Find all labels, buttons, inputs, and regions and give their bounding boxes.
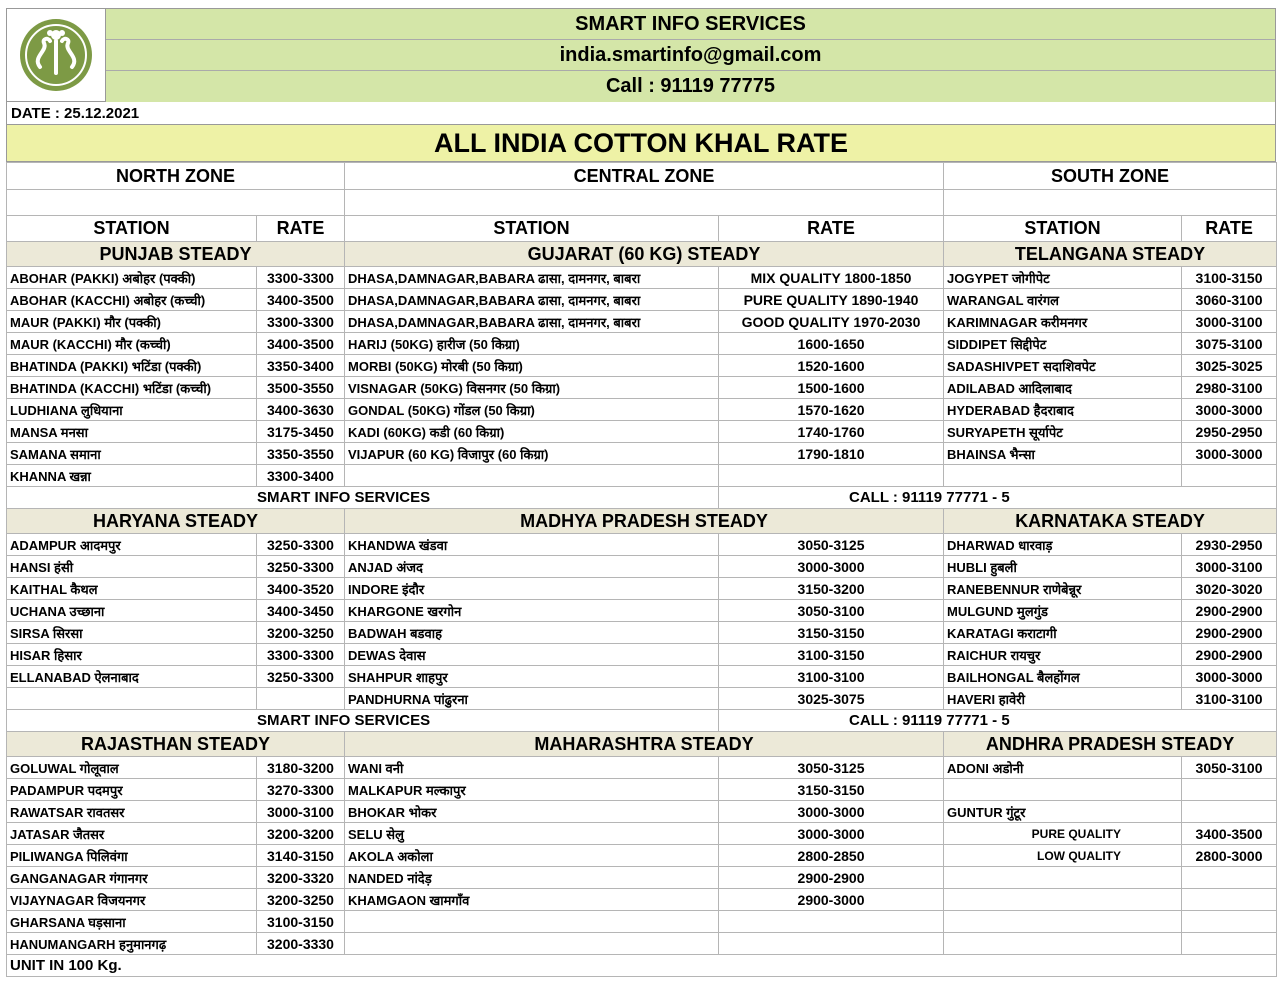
- station-cell: JATASAR जैतसर: [7, 823, 257, 845]
- rate-cell: [719, 933, 944, 955]
- station-cell: MAUR (PAKKI) मौर (पक्की): [7, 311, 257, 333]
- col-station: STATION: [345, 216, 719, 242]
- station-cell: HANSI हंसी: [7, 556, 257, 578]
- rate-cell: 3000-3000: [1182, 443, 1277, 465]
- station-cell: PANDHURNA पांढुरना: [345, 688, 719, 710]
- station-cell: KHANDWA खंडवा: [345, 534, 719, 556]
- rate-cell: [1182, 933, 1277, 955]
- col-rate: RATE: [719, 216, 944, 242]
- station-cell: [944, 465, 1182, 487]
- rate-cell: 2800-3000: [1182, 845, 1277, 867]
- table-row: [7, 845, 1277, 867]
- rate-cell: 2900-2900: [1182, 644, 1277, 666]
- rate-cell: 3300-3400: [257, 465, 345, 487]
- rate-cell: 3050-3100: [719, 600, 944, 622]
- station-cell: [944, 933, 1182, 955]
- rate-cell: 1520-1600: [719, 355, 944, 377]
- station-cell: SHAHPUR शाहपुर: [345, 666, 719, 688]
- station-cell: ADILABAD आदिलाबाद: [944, 377, 1182, 399]
- station-cell: SAMANA समाना: [7, 443, 257, 465]
- station-cell: SIDDIPET सिद्दीपेट: [944, 333, 1182, 355]
- rate-cell: 2950-2950: [1182, 421, 1277, 443]
- rate-cell: 3140-3150: [257, 845, 345, 867]
- table-row: [7, 443, 1277, 465]
- station-cell: KAITHAL कैथल: [7, 578, 257, 600]
- station-cell: KARIMNAGAR करीमनगर: [944, 311, 1182, 333]
- station-cell: ADONI अडोनी: [944, 757, 1182, 779]
- table-row: [7, 377, 1277, 399]
- station-cell: KHARGONE खरगोन: [345, 600, 719, 622]
- rate-cell: 3270-3300: [257, 779, 345, 801]
- table-row: [7, 867, 1277, 889]
- station-cell: [944, 889, 1182, 911]
- state-maharashtra: MAHARASHTRA STEADY: [345, 732, 944, 757]
- rate-cell: 3350-3400: [257, 355, 345, 377]
- table-row: [7, 779, 1277, 801]
- company-name: SMART INFO SERVICES: [106, 9, 1275, 40]
- rate-cell: 3400-3500: [1182, 823, 1277, 845]
- station-cell: [944, 779, 1182, 801]
- station-cell: RANEBENNUR राणेबेन्नूर: [944, 578, 1182, 600]
- station-cell: [944, 911, 1182, 933]
- table-row: [7, 578, 1277, 600]
- rate-cell: 2980-3100: [1182, 377, 1277, 399]
- south-zone: SOUTH ZONE: [944, 163, 1277, 190]
- station-cell: WANI वनी: [345, 757, 719, 779]
- rate-cell: 3000-3000: [719, 556, 944, 578]
- state-mp: MADHYA PRADESH STEADY: [345, 509, 944, 534]
- station-cell: MANSA मनसा: [7, 421, 257, 443]
- rate-cell: 2900-2900: [1182, 622, 1277, 644]
- table-row: [7, 801, 1277, 823]
- station-cell: [345, 933, 719, 955]
- station-cell: KADI (60KG) कडी (60 किग्रा): [345, 421, 719, 443]
- rate-cell: PURE QUALITY 1890-1940: [719, 289, 944, 311]
- rate-cell: 3050-3100: [1182, 757, 1277, 779]
- col-station: STATION: [7, 216, 257, 242]
- rate-cell: 2900-2900: [719, 867, 944, 889]
- station-cell: VIJAYNAGAR विजयनगर: [7, 889, 257, 911]
- station-cell: HISAR हिसार: [7, 644, 257, 666]
- table-row: [7, 267, 1277, 289]
- table-row: [7, 333, 1277, 355]
- state-haryana: HARYANA STEADY: [7, 509, 345, 534]
- table-row: [7, 622, 1277, 644]
- rate-cell: [1182, 779, 1277, 801]
- rate-cell: 3025-3025: [1182, 355, 1277, 377]
- station-cell: KHAMGAON खामगाँव: [345, 889, 719, 911]
- unit-note: UNIT IN 100 Kg.: [7, 955, 1277, 977]
- table-row: [7, 289, 1277, 311]
- table-row: [7, 823, 1277, 845]
- table-row: [7, 399, 1277, 421]
- rate-cell: 3000-3000: [719, 823, 944, 845]
- phone[interactable]: Call : 91119 77775: [106, 71, 1275, 102]
- rate-cell: 3400-3630: [257, 399, 345, 421]
- station-cell: BHAINSA भैन्सा: [944, 443, 1182, 465]
- station-cell: BHATINDA (PAKKI) भटिंडा (पक्की): [7, 355, 257, 377]
- station-cell: HUBLI हुबली: [944, 556, 1182, 578]
- station-cell: [345, 911, 719, 933]
- rate-cell: 3300-3300: [257, 267, 345, 289]
- station-cell: INDORE इंदौर: [345, 578, 719, 600]
- station-cell: MORBI (50KG) मोरबी (50 किग्रा): [345, 355, 719, 377]
- station-cell: ADAMPUR आदमपुर: [7, 534, 257, 556]
- table-row: [7, 757, 1277, 779]
- station-cell: BADWAH बडवाह: [345, 622, 719, 644]
- date: DATE : 25.12.2021: [6, 102, 1276, 125]
- station-cell: DHASA,DAMNAGAR,BABARA ढासा, दामनगर, बाबरा: [345, 311, 719, 333]
- rate-cell: 3050-3125: [719, 534, 944, 556]
- email[interactable]: india.smartinfo@gmail.com: [106, 40, 1275, 71]
- station-cell: SURYAPETH सूर्यापेट: [944, 421, 1182, 443]
- station-cell: DHASA,DAMNAGAR,BABARA ढासा, दामनगर, बाबरा: [345, 267, 719, 289]
- rate-cell: 3100-3100: [1182, 688, 1277, 710]
- station-cell: BAILHONGAL बैलहोंगल: [944, 666, 1182, 688]
- station-cell: BHATINDA (KACCHI) भटिंडा (कच्ची): [7, 377, 257, 399]
- rate-cell: 3000-3000: [1182, 399, 1277, 421]
- station-cell: ANJAD अंजद: [345, 556, 719, 578]
- col-station: STATION: [944, 216, 1182, 242]
- rate-cell: 3000-3100: [1182, 311, 1277, 333]
- rate-cell: 2800-2850: [719, 845, 944, 867]
- station-cell: AKOLA अकोला: [345, 845, 719, 867]
- station-cell: ELLANABAD ऐलनाबाद: [7, 666, 257, 688]
- rate-cell: 1790-1810: [719, 443, 944, 465]
- rate-cell: 3020-3020: [1182, 578, 1277, 600]
- rate-cell: [719, 911, 944, 933]
- sis-logo-icon: [18, 17, 94, 93]
- rate-cell: 2900-3000: [719, 889, 944, 911]
- station-cell: SADASHIVPET सदाशिवपेट: [944, 355, 1182, 377]
- rate-cell: [1182, 801, 1277, 823]
- state-gujarat: GUJARAT (60 KG) STEADY: [345, 242, 944, 267]
- state-karnataka: KARNATAKA STEADY: [944, 509, 1277, 534]
- station-cell: KHANNA खन्ना: [7, 465, 257, 487]
- station-cell: NANDED नांदेड़: [345, 867, 719, 889]
- block-2: [7, 534, 1277, 710]
- rate-cell: 3150-3200: [719, 578, 944, 600]
- table-row: [7, 889, 1277, 911]
- table-row: [7, 465, 1277, 487]
- rate-cell: 3300-3300: [257, 644, 345, 666]
- rate-cell: 3000-3000: [1182, 666, 1277, 688]
- rate-cell: [719, 465, 944, 487]
- table-row: [7, 933, 1277, 955]
- col-rate: RATE: [1182, 216, 1277, 242]
- state-rajasthan: RAJASTHAN STEADY: [7, 732, 345, 757]
- station-cell: SIRSA सिरसा: [7, 622, 257, 644]
- rate-cell: 3000-3000: [719, 801, 944, 823]
- rate-cell: 3000-3100: [1182, 556, 1277, 578]
- rate-cell: 3150-3150: [719, 779, 944, 801]
- station-cell: UCHANA उच्छाना: [7, 600, 257, 622]
- rate-cell: 3400-3500: [257, 333, 345, 355]
- table-row: [7, 534, 1277, 556]
- col-rate: RATE: [257, 216, 345, 242]
- station-cell: LOW QUALITY: [944, 845, 1182, 867]
- table-row: [7, 556, 1277, 578]
- rate-cell: 3100-3150: [1182, 267, 1277, 289]
- table-row: [7, 911, 1277, 933]
- rate-cell: [1182, 911, 1277, 933]
- table-row: [7, 688, 1277, 710]
- rate-cell: 1600-1650: [719, 333, 944, 355]
- station-cell: DHARWAD धारवाड़: [944, 534, 1182, 556]
- station-cell: RAWATSAR रावतसर: [7, 801, 257, 823]
- rate-cell: 3250-3300: [257, 556, 345, 578]
- rate-cell: 3100-3150: [257, 911, 345, 933]
- block-1: [7, 267, 1277, 487]
- divider-call: CALL : 91119 77771 - 5: [719, 487, 1277, 509]
- station-cell: DHASA,DAMNAGAR,BABARA ढासा, दामनगर, बाबरा: [345, 289, 719, 311]
- rate-cell: 3400-3500: [257, 289, 345, 311]
- state-telangana: TELANGANA STEADY: [944, 242, 1277, 267]
- rate-cell: 3400-3450: [257, 600, 345, 622]
- station-cell: WARANGAL वारंगल: [944, 289, 1182, 311]
- rate-cell: 3050-3125: [719, 757, 944, 779]
- station-cell: BHOKAR भोकर: [345, 801, 719, 823]
- station-cell: HYDERABAD हैदराबाद: [944, 399, 1182, 421]
- station-cell: HARIJ (50KG) हारीज (50 किग्रा): [345, 333, 719, 355]
- rate-cell: 3000-3100: [257, 801, 345, 823]
- header: [6, 8, 1276, 102]
- logo: [7, 9, 106, 101]
- station-cell: VIJAPUR (60 KG) विजापुर (60 किग्रा): [345, 443, 719, 465]
- rate-sheet: [6, 8, 1276, 977]
- table-row: [7, 666, 1277, 688]
- rate-cell: 3100-3100: [719, 666, 944, 688]
- station-cell: DEWAS देवास: [345, 644, 719, 666]
- rate-cell: 3200-3200: [257, 823, 345, 845]
- rate-cell: 3350-3550: [257, 443, 345, 465]
- rate-cell: 2930-2950: [1182, 534, 1277, 556]
- rate-cell: 3100-3150: [719, 644, 944, 666]
- station-cell: GUNTUR गुंटूर: [944, 801, 1182, 823]
- divider-company: SMART INFO SERVICES: [7, 710, 719, 732]
- rate-cell: 1740-1760: [719, 421, 944, 443]
- station-cell: GONDAL (50KG) गोंडल (50 किग्रा): [345, 399, 719, 421]
- rate-cell: 3250-3300: [257, 534, 345, 556]
- station-cell: GHARSANA घड़साना: [7, 911, 257, 933]
- table-row: [7, 355, 1277, 377]
- divider-company: SMART INFO SERVICES: [7, 487, 719, 509]
- table-row: [7, 644, 1277, 666]
- station-cell: ABOHAR (KACCHI) अबोहर (कच्ची): [7, 289, 257, 311]
- station-cell: [7, 688, 257, 710]
- rate-cell: 3250-3300: [257, 666, 345, 688]
- rate-cell: 3200-3320: [257, 867, 345, 889]
- station-cell: PILIWANGA पिलिवंगा: [7, 845, 257, 867]
- station-cell: RAICHUR रायचुर: [944, 644, 1182, 666]
- station-cell: KARATAGI कराटागी: [944, 622, 1182, 644]
- station-cell: JOGYPET जोगीपेट: [944, 267, 1182, 289]
- station-cell: [944, 867, 1182, 889]
- table-row: [7, 311, 1277, 333]
- north-zone: NORTH ZONE: [7, 163, 345, 190]
- rate-cell: 3025-3075: [719, 688, 944, 710]
- rate-cell: 3500-3550: [257, 377, 345, 399]
- rate-cell: [1182, 867, 1277, 889]
- rate-cell: [1182, 465, 1277, 487]
- station-cell: LUDHIANA लुधियाना: [7, 399, 257, 421]
- rate-cell: 3150-3150: [719, 622, 944, 644]
- rate-cell: GOOD QUALITY 1970-2030: [719, 311, 944, 333]
- station-cell: GANGANAGAR गंगानगर: [7, 867, 257, 889]
- rate-cell: 3175-3450: [257, 421, 345, 443]
- station-cell: HANUMANGARH हनुमानगढ़: [7, 933, 257, 955]
- station-cell: VISNAGAR (50KG) विसनगर (50 किग्रा): [345, 377, 719, 399]
- rate-table: [6, 162, 1277, 977]
- state-punjab: PUNJAB STEADY: [7, 242, 345, 267]
- rate-cell: 3180-3200: [257, 757, 345, 779]
- block-3: [7, 757, 1277, 955]
- station-cell: ABOHAR (PAKKI) अबोहर (पक्की): [7, 267, 257, 289]
- rate-cell: 3060-3100: [1182, 289, 1277, 311]
- page-title: ALL INDIA COTTON KHAL RATE: [6, 125, 1276, 162]
- rate-cell: 1570-1620: [719, 399, 944, 421]
- state-ap: ANDHRA PRADESH STEADY: [944, 732, 1277, 757]
- rate-cell: 1500-1600: [719, 377, 944, 399]
- central-zone: CENTRAL ZONE: [345, 163, 944, 190]
- rate-cell: [1182, 889, 1277, 911]
- table-row: [7, 600, 1277, 622]
- station-cell: MAUR (KACCHI) मौर (कच्ची): [7, 333, 257, 355]
- rate-cell: 3200-3250: [257, 889, 345, 911]
- rate-cell: MIX QUALITY 1800-1850: [719, 267, 944, 289]
- rate-cell: 3200-3330: [257, 933, 345, 955]
- station-cell: PURE QUALITY: [944, 823, 1182, 845]
- rate-cell: 3400-3520: [257, 578, 345, 600]
- rate-cell: 3200-3250: [257, 622, 345, 644]
- station-cell: PADAMPUR पदमपुर: [7, 779, 257, 801]
- station-cell: HAVERI हावेरी: [944, 688, 1182, 710]
- station-cell: MALKAPUR मल्कापुर: [345, 779, 719, 801]
- station-cell: GOLUWAL गोलूवाल: [7, 757, 257, 779]
- rate-cell: 2900-2900: [1182, 600, 1277, 622]
- rate-cell: 3300-3300: [257, 311, 345, 333]
- rate-cell: [257, 688, 345, 710]
- divider-call: CALL : 91119 77771 - 5: [719, 710, 1277, 732]
- station-cell: [345, 465, 719, 487]
- rate-cell: 3075-3100: [1182, 333, 1277, 355]
- table-row: [7, 421, 1277, 443]
- station-cell: SELU सेलु: [345, 823, 719, 845]
- station-cell: MULGUND मुलगुंड: [944, 600, 1182, 622]
